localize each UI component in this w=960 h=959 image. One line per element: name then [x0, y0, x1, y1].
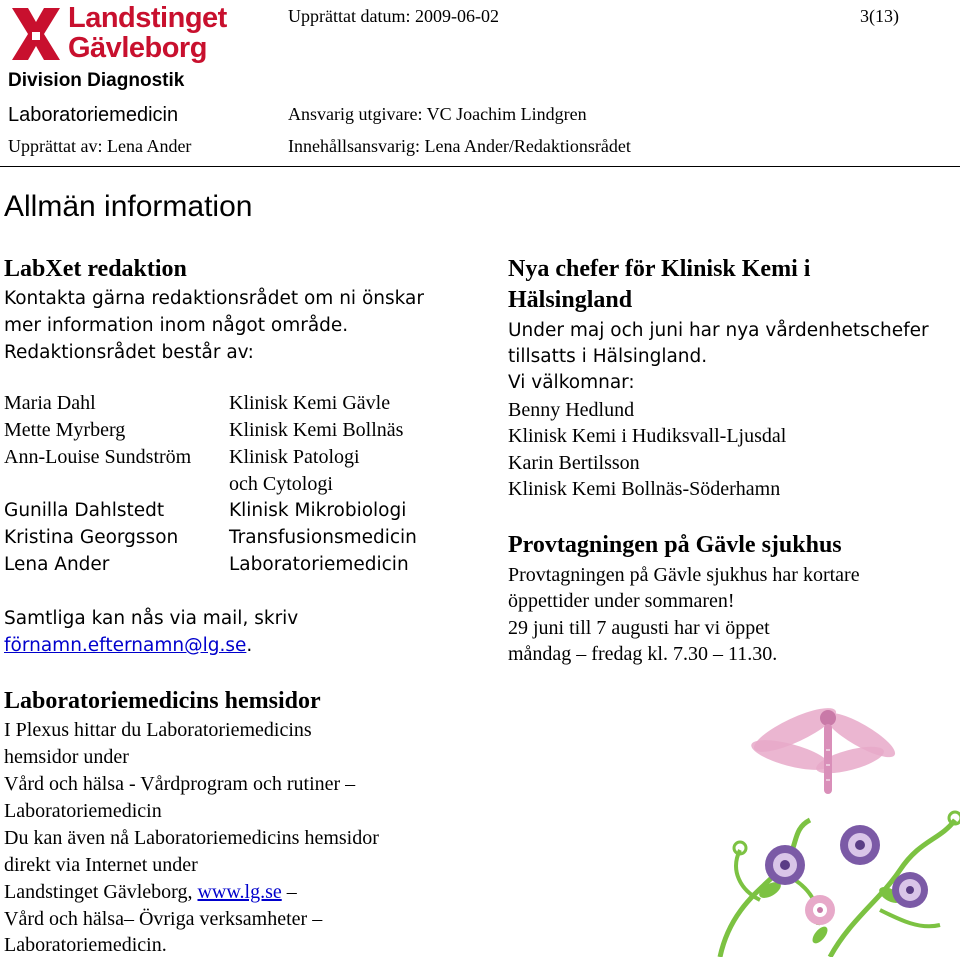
header-divider [0, 166, 960, 167]
provtagning-line: 29 juni till 7 augusti har vi öppet [508, 617, 770, 639]
page-number: 3(13) [860, 6, 899, 26]
nya-chefer-line: Vi välkomnar: [508, 372, 635, 393]
mail-instruction: Samtliga kan nås via mail, skriv [4, 608, 299, 629]
mail-address-line [4, 633, 252, 660]
member-row [4, 446, 454, 472]
member-row [4, 392, 454, 418]
division-name: Division Diagnostik [8, 70, 185, 91]
created-date: Upprättat datum: 2009-06-02 [288, 6, 499, 26]
member-name: Kristina Georgsson [4, 527, 179, 548]
member-name: Maria Dahl [4, 392, 96, 414]
hemsidor-heading: Laboratoriemedicins hemsidor [4, 688, 321, 714]
page-title: Allmän information [4, 190, 253, 223]
department-name: Laboratoriemedicin [8, 104, 179, 126]
nya-chefer-line: Klinisk Kemi Bollnäs-Söderhamn [508, 478, 781, 500]
nya-chefer-line: Karin Bertilsson [508, 452, 640, 474]
member-dept: Transfusionsmedicin [229, 527, 417, 548]
logo-text-line2: Gävleborg [68, 32, 207, 64]
member-row [4, 500, 454, 526]
nya-chefer-line: Under maj och juni har nya vårdenhetschefer [508, 320, 929, 341]
dragonfly-illustration [700, 690, 960, 957]
provtagning-line: Provtagningen på Gävle sjukhus har kortare [508, 564, 860, 586]
labxet-line: Redaktionsrådet består av: [4, 342, 254, 363]
hemsidor-line: Laboratoriemedicin. [4, 934, 167, 956]
nya-chefer-line: Benny Hedlund [508, 399, 635, 421]
member-dept: Klinisk Kemi Bollnäs [229, 419, 404, 441]
member-row [4, 554, 454, 580]
website-prefix: Landstinget Gävleborg, [4, 881, 198, 903]
member-dept: Klinisk Mikrobiologi [229, 500, 407, 521]
mail-end: . [246, 635, 253, 656]
logo-symbol-icon [8, 4, 64, 64]
email-pattern-link[interactable]: förnamn.efternamn@lg.se [4, 635, 247, 656]
publisher-line: Ansvarig utgivare: VC Joachim Lindgren [288, 104, 587, 124]
hemsidor-line: Laboratoriemedicin [4, 800, 162, 822]
nya-chefer-heading-2: Hälsingland [508, 287, 633, 313]
labxet-line: Kontakta gärna redaktionsrådet om ni önskar [4, 288, 424, 309]
labxet-heading: LabXet redaktion [4, 256, 187, 282]
website-suffix: – [281, 881, 297, 903]
hemsidor-line: direkt via Internet under [4, 854, 198, 876]
content-owner-line: Innehållsansvarig: Lena Ander/Redaktionsrådet [288, 136, 631, 156]
provtagning-line: måndag – fredag kl. 7.30 – 11.30. [508, 643, 778, 665]
hemsidor-line: Vård och hälsa– Övriga verksamheter – [4, 908, 323, 930]
member-name: Gunilla Dahlstedt [4, 500, 165, 521]
hemsidor-line: Vård och hälsa - Vårdprogram och rutiner – [4, 773, 356, 795]
member-name: Ann-Louise Sundström [4, 446, 192, 468]
member-name: Lena Ander [4, 554, 110, 575]
member-row [4, 419, 454, 445]
logo-text-line1: Landstinget [68, 2, 227, 34]
hemsidor-line: Du kan även nå Laboratoriemedicins hemsidor [4, 827, 379, 849]
labxet-line: mer information inom något område. [4, 315, 349, 336]
nya-chefer-heading: Nya chefer för Klinisk Kemi i [508, 256, 811, 282]
provtagning-heading: Provtagningen på Gävle sjukhus [508, 532, 842, 558]
member-dept: och Cytologi [229, 473, 333, 495]
website-link[interactable]: www.lg.se [197, 881, 282, 903]
hemsidor-line: I Plexus hittar du Laboratoriemedicins [4, 719, 312, 741]
author-line: Upprättat av: Lena Ander [8, 136, 192, 156]
nya-chefer-line: Klinisk Kemi i Hudiksvall-Ljusdal [508, 425, 787, 447]
website-line [4, 879, 297, 906]
member-name: Mette Myrberg [4, 419, 126, 441]
member-row [4, 527, 454, 553]
member-dept: Klinisk Kemi Gävle [229, 392, 391, 414]
nya-chefer-line: tillsatts i Hälsingland. [508, 346, 708, 367]
member-dept: Laboratoriemedicin [229, 554, 409, 575]
provtagning-line: öppettider under sommaren! [508, 590, 735, 612]
member-dept: Klinisk Patologi [229, 446, 360, 468]
landstinget-logo [8, 2, 228, 70]
hemsidor-line: hemsidor under [4, 746, 129, 768]
member-row [4, 473, 454, 499]
